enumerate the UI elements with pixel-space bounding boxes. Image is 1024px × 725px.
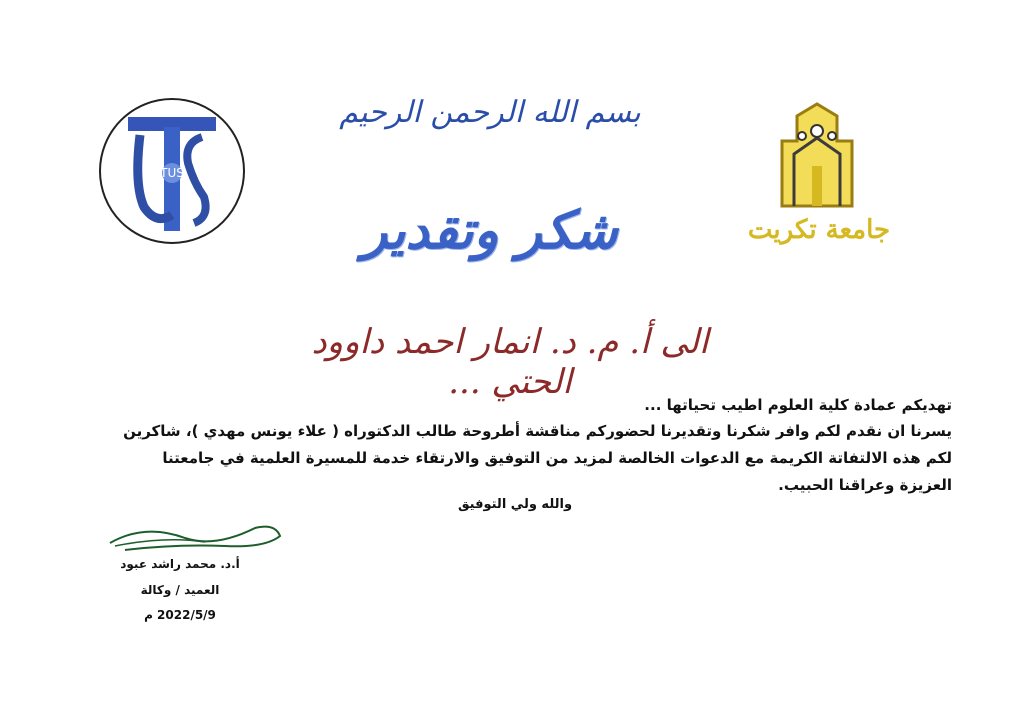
university-name: جامعة تكريت xyxy=(747,215,891,245)
signer-name: أ.د. محمد راشد عبود xyxy=(120,557,240,571)
signature-scribble xyxy=(105,518,285,558)
greeting-text: تهديكم عمادة كلية العلوم اطيب تحياتها ... xyxy=(644,396,952,414)
signature-date: 2022/5/9 م xyxy=(144,608,216,622)
addressee: الى أ. م. د. انمار احمد داوود الحتي ... xyxy=(311,322,709,402)
body-paragraph: يسرنا ان نقدم لكم وافر شكرنا وتقديرنا لحضوركم مناقشة أطروحة طالب الدكتوراه ( علاء يونس مهدي )، شاكرين لكم هذه الالتفاتة الكريمة مع الدعوات الخالصة لمزيد من التوفيق والارتقاء خدمة للمسيرة العلمية في جامعتنا العزيزة وعراقنا الحبيب. xyxy=(123,422,952,494)
basmala: بسم الله الرحمن الرحيم xyxy=(339,95,641,130)
tus-logo xyxy=(98,97,246,245)
signer-title: العميد / وكالة xyxy=(140,583,220,597)
page-title: شكر وتقدير xyxy=(362,200,618,261)
tus-logo-text: TUS xyxy=(160,166,184,180)
closing-text: والله ولي التوفيق xyxy=(457,497,573,512)
